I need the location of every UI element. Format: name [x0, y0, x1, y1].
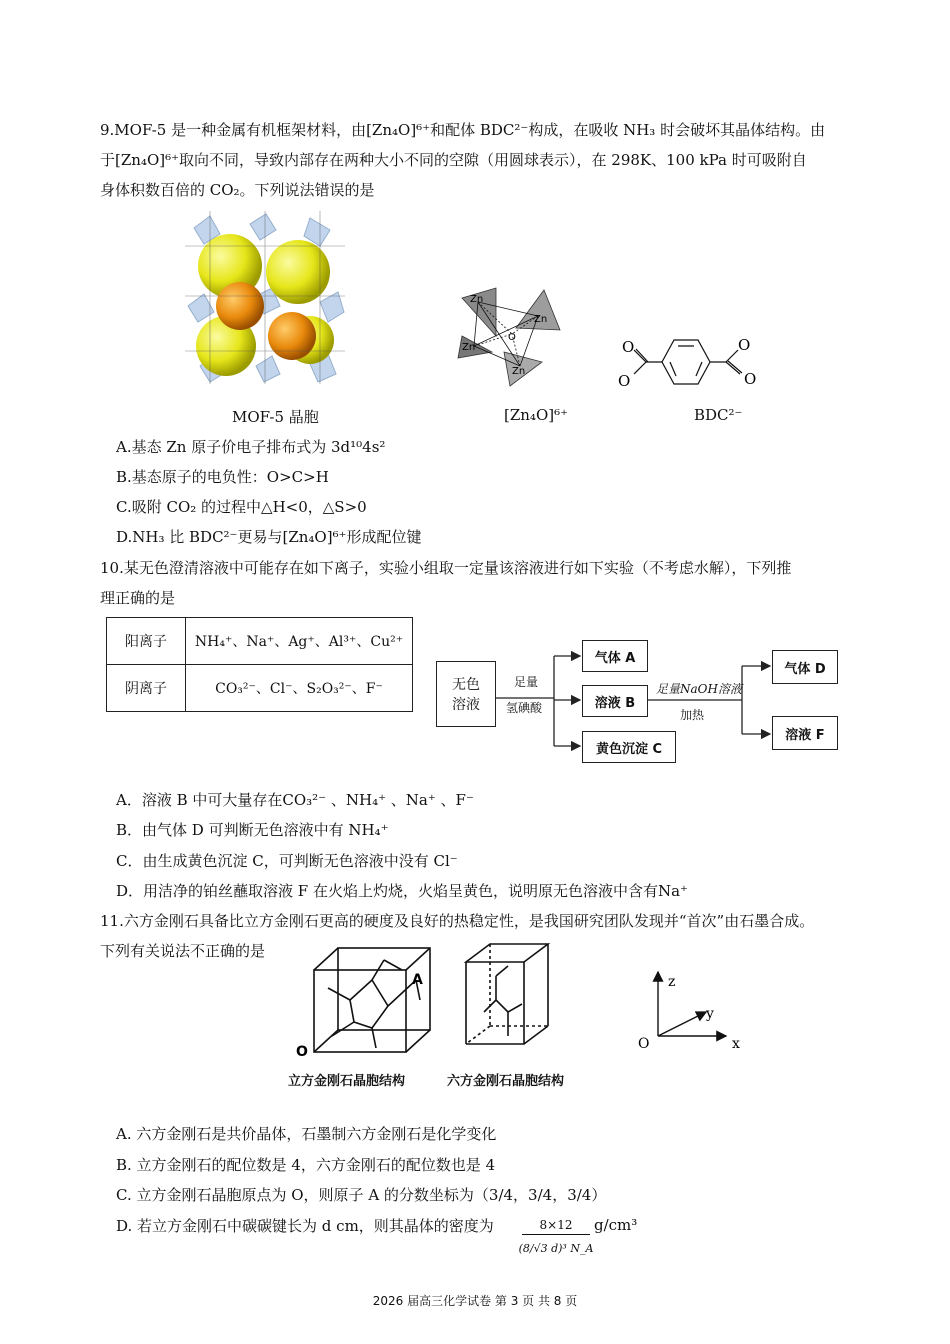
q11-option-b[interactable]: B. 立方金刚石的配位数是 4，六方金刚石的配位数也是 4 [116, 1156, 496, 1174]
cation-row [107, 618, 413, 665]
cation-label: 阳离子 [107, 618, 186, 665]
density-numerator: 8×12 [522, 1218, 590, 1235]
q9-option-d[interactable]: D.NH₃ 比 BDC²⁻更易与[Zn₄O]⁶⁺形成配位键 [116, 528, 422, 546]
axis-x-label: x [732, 1036, 740, 1052]
axis-origin-label: O [638, 1036, 650, 1052]
coordinate-axes [636, 964, 748, 1054]
q9-option-c[interactable]: C.吸附 CO₂ 的过程中△H<0，△S>0 [116, 498, 367, 516]
q10-stem-line1: 10.某无色澄清溶液中可能存在如下离子，实验小组取一定量该溶液进行如下实验（不考虑水解），下列推 [100, 559, 792, 577]
q9-option-b[interactable]: B.基态原子的电负性：O>C>H [116, 468, 329, 486]
mof5-cell-figure [180, 206, 350, 386]
reagent1-top: 足量 [514, 675, 539, 689]
reagent2-bottom: 加热 [680, 708, 705, 722]
reagent1-bottom: 氢碘酸 [506, 701, 543, 715]
q9-option-a[interactable]: A.基态 Zn 原子价电子排布式为 3d¹⁰4s² [116, 438, 386, 456]
q11-stem-line2: 下列有关说法不正确的是 [100, 942, 266, 960]
o-atom: O [618, 372, 631, 390]
q11-option-a[interactable]: A. 六方金刚石是共价晶体，石墨制六方金刚石是化学变化 [116, 1125, 497, 1143]
anion-row [107, 665, 413, 712]
q10-option-a[interactable]: A．溶液 B 中可大量存在CO₃²⁻ 、NH₄⁺ 、Na⁺ 、F⁻ [116, 791, 474, 809]
page-footer: 2026 届高三化学试卷 第 3 页 共 8 页 [372, 1294, 578, 1308]
large-pore-sphere [266, 240, 330, 304]
q10-stem-line2: 理正确的是 [100, 589, 176, 607]
solution-f-box: 溶液 F [772, 716, 838, 750]
axis-y-label: y [706, 1006, 714, 1022]
flow-start-line1: 无色 [452, 677, 480, 693]
cubic-diamond-cell [292, 940, 438, 1060]
bdc-structure-figure [612, 332, 770, 392]
gas-a-box: 气体 A [582, 640, 648, 672]
density-denominator: (8/√3 d)³ N_A [518, 1242, 594, 1255]
cubic-caption: 立方金刚石晶胞结构 [288, 1074, 406, 1089]
q9-stem-line1: 9.MOF-5 是一种金属有机框架材料，由[Zn₄O]⁶⁺和配体 BDC²⁻构成，在吸收 NH₃ 时会破坏其晶体结构。由 [100, 121, 826, 139]
zn-label: Zn [534, 314, 548, 325]
zn-label: Zn [470, 294, 484, 305]
q10-option-c[interactable]: C．由生成黄色沉淀 C，可判断无色溶液中没有 Cl⁻ [116, 852, 458, 870]
axis-z-label: z [668, 974, 676, 990]
small-pore-sphere [268, 312, 316, 360]
density-unit: g/cm³ [594, 1216, 638, 1234]
q11-option-c[interactable]: C. 立方金刚石晶胞原点为 O，则原子 A 的分数坐标为（3/4，3/4，3/4） [116, 1186, 607, 1204]
zn4o-caption: [Zn₄O]⁶⁺ [504, 406, 569, 424]
mof5-caption: MOF-5 晶胞 [232, 408, 319, 426]
zn-label: Zn [462, 342, 476, 353]
gas-d-box: 气体 D [772, 650, 838, 684]
q9-stem-line3: 身体积数百倍的 CO₂。下列说法错误的是 [100, 181, 375, 199]
anion-values: CO₃²⁻、Cl⁻、S₂O₃²⁻、F⁻ [186, 665, 413, 712]
zn-label: Zn [512, 366, 526, 377]
bdc-caption: BDC²⁻ [694, 406, 743, 424]
small-pore-sphere [216, 282, 264, 330]
o-label: O [508, 332, 516, 343]
q9-stem-line2: 于[Zn₄O]⁶⁺取向不同，导致内部存在两种大小不同的空隙（用圆球表示），在 298K、100 kPa 时可吸附自 [100, 151, 807, 169]
hex-caption: 六方金刚石晶胞结构 [447, 1074, 565, 1089]
precipitate-c-box: 黄色沉淀 C [582, 731, 676, 763]
q11-option-d[interactable]: D. 若立方金刚石中碳碳键长为 d cm，则其晶体的密度为 [116, 1217, 494, 1235]
flow-start-line2: 溶液 [452, 697, 480, 713]
anion-label: 阴离子 [107, 665, 186, 712]
ion-table [106, 617, 413, 712]
origin-o-label: O [296, 1044, 308, 1060]
o-atom: O [622, 338, 635, 356]
zn4o-cluster-figure [452, 282, 564, 388]
hexagonal-diamond-cell [460, 940, 556, 1060]
q11-stem-line1: 11.六方金刚石具备比立方金刚石更高的硬度及良好的热稳定性，是我国研究团队发现并“首次”由石墨合成。 [100, 912, 815, 930]
o-atom: O [738, 336, 751, 354]
reagent2-top: 足量NaOH溶液 [656, 682, 742, 696]
flow-start-solution [436, 661, 496, 727]
atom-a-label: A [412, 972, 423, 988]
cation-values: NH₄⁺、Na⁺、Ag⁺、Al³⁺、Cu²⁺ [186, 618, 413, 665]
o-atom: O [744, 370, 757, 388]
solution-b-box: 溶液 B [582, 685, 648, 717]
q10-option-b[interactable]: B．由气体 D 可判断无色溶液中有 NH₄⁺ [116, 821, 389, 839]
q10-option-d[interactable]: D．用洁净的铂丝蘸取溶液 F 在火焰上灼烧，火焰呈黄色，说明原无色溶液中含有Na⁺ [116, 882, 688, 900]
